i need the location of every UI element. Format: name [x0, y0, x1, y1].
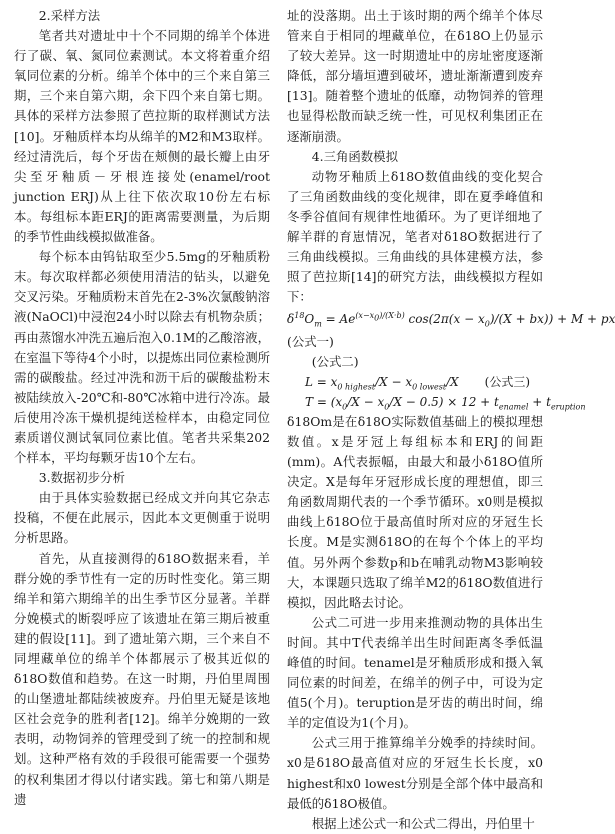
formula-one: $\delta^{18}O_m = Ae^{(x-x_0)/(X\cdot b)}$ $\cos(2\pi(x - x_0)/(X + bx)) + M$ + px: [287, 311, 615, 329]
right-column: [287, 6, 615, 834]
section-heading-sampling: 2.采样方法: [38, 8, 101, 23]
left-column: [14, 6, 270, 810]
formula-two: $T = (x_0/X - x_0/X - 0.5) \times 12 + t_{enamel} + t_{eruption}$: [305, 394, 586, 412]
paragraph: 笔者共对遗址中十个不同期的绵羊个体进行了碳、氧、氮同位素测试。本文将着重介绍氧同位素的分析。绵羊个体中的三个来自第三期，三个来自第六期，余下四个来自第七期。具体的采样方法参照了芭拉斯的取样测试方法[10]。牙釉质样本均从绵羊的M2和M3取样。经过清洗后，每个牙齿在颊侧的最长瓣上由牙尖至牙釉质－牙根连接处(enamel/root junction ERJ)从上往下依次取10份左右标本。每组标本距ERJ的距离需要测量，为后期的季节性曲线模拟做准备。: [14, 28, 270, 245]
paragraph: 公式三用于推算绵羊分娩季的持续时间。x0是δ18O最高值对应的牙冠生长长度，x0 highest和x0 lowest分别是全部个体中最高和最低的δ18O极值。: [287, 735, 543, 811]
paragraph: 动物牙釉质上δ18O数值曲线的变化契合了三角函数曲线的变化规律，即在夏季峰值和冬季谷值间有规律性地循环。为了更详细地了解羊群的育崽情况，笔者对δ18O数据进行了三角曲线模拟。三角曲线的具体建模方法，参照了芭拉斯[14]的研究方法，曲线模拟方程如下：: [287, 168, 543, 305]
formula-three: $L = x_{0 highest}/X - x_{0 lowest}/X$ (公式三): [305, 372, 543, 392]
section-heading-trig-model: 4.三角函数模拟: [311, 148, 398, 164]
paragraph: 址的没落期。出土于该时期的两个绵羊个体尽管来自于相同的埋藏单位，在δ18O上仍显示了较大差异。这一时期遗址中的房址密度逐渐降低，部分墙垣遭到破坏，遗址渐渐遭到废弃[13]。随着整个遗址的低靡，动物饲养的管理也显得松散而缺乏统一性，可见权利集团正在逐渐崩溃。: [287, 8, 543, 144]
formula-one-label: (公式一): [287, 333, 334, 349]
formula-two-label: (公式二): [311, 353, 359, 369]
formula-three-label: (公式三): [484, 374, 531, 389]
paragraph: 首先，从直接测得的δ18O数据来看，羊群分娩的季节性有一定的历时性变化。第三期绵羊和第六期绵羊的出生季节区分显著。羊群分娩模式的断裂呼应了该遗址在第三期后被重建的假设[11]。到了遗址第六期，三个来自不同埋藏单位的绵羊个体都展示了极其近似的δ18O数值和趋势。在这一时期，丹伯里周围的山堡遗址都陆续被废弃。丹伯里无疑是该地区社会竞争的胜利者[12]。绵羊分娩期的一致表明，动物饲养的管理受到了统一的控制和规划。这种严格有效的手段很可能需要一个强势的权利集团才得以付诸实践。第七和第八期是遗: [14, 550, 270, 807]
paragraph: 由于具体实验数据已经成文并向其它杂志投稿，不便在此展示，因此本文更侧重于说明分析思路。: [14, 490, 270, 546]
paragraph: 根据上述公式一和公式二得出，丹伯里十: [311, 815, 535, 831]
section-heading-analysis: 3.数据初步分析: [38, 470, 125, 486]
paragraph: 每个标本由钨钻取至少5.5mg的牙釉质粉末。每次取样都必须使用清洁的钻头，以避免交叉污染。牙釉质粉末首先在2-3%次氯酸钠溶液(NaOCl)中浸泡24小时以除去有机物杂质；再由蒸馏水冲洗五遍后泡入0.1M的乙酸溶液，在室温下等待4个小时，以提炼出同位素检测所需的碳酸盐。经过冲洗和沥干后的碳酸盐粉末被陆续放入-20℃和-80℃冰箱中进行冷冻。最后使用冷冻干燥机提纯送检样本，由稳定同位素质谱仪测试氧同位素比值。笔者共采集202个样本，平均每颗牙齿10个左右。: [14, 249, 270, 466]
paragraph: 公式二可进一步用来推测动物的具体出生时间。其中T代表绵羊出生时间距离冬季低温峰值的时间。tenamel是牙釉质形成和摄入氧同位素的时间差，在绵羊的例子中，可设为定值5(个月)。teruption是牙齿的萌出时间，绵羊的定值设为1(个月)。: [287, 614, 543, 731]
paragraph: δ18Om是在δ18O实际数值基础上的模拟理想数值。x是牙冠上每组标本和ERJ的间距(mm)。A代表振幅，由最大和最小δ18O值所决定。X是每年牙冠形成长度的理想值，即三角函数周期代表的一个季节循环。x0则是模拟曲线上δ18O位于最高值时所对应的牙冠生长长度。M是实测δ18O的在每个个体上的平均值。另外两个参数p和b在哺乳动物M3影响较大，本课题只选取了绵羊M2的δ18O数值进行模拟，因此略去讨论。: [287, 413, 543, 610]
